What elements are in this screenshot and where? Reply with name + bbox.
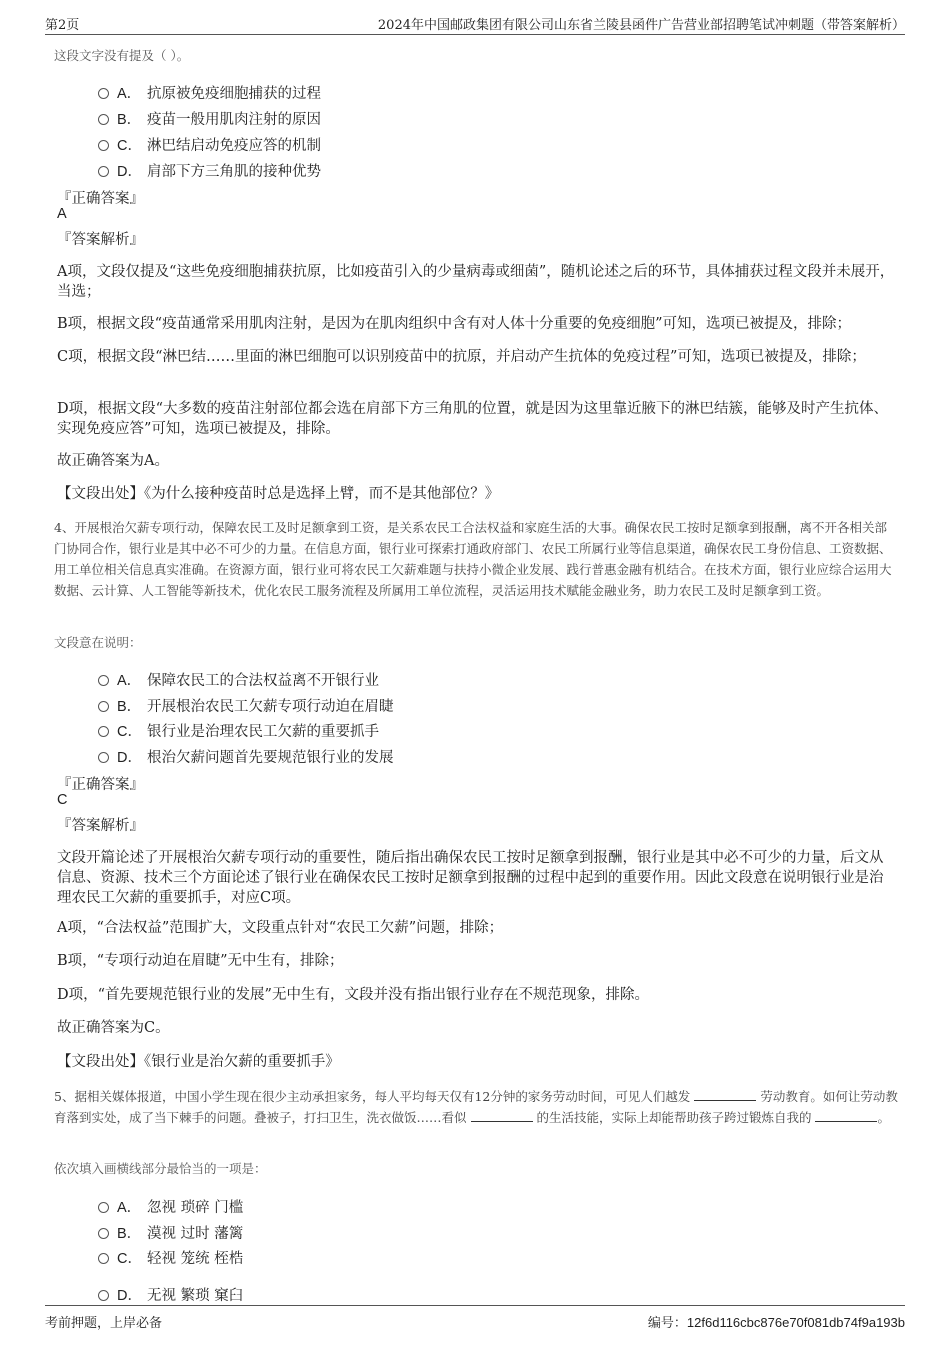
q4-passage: 4、开展根治欠薪专项行动，保障农民工及时足额拿到工资，是关系农民工合法权益和家庭生活的大事。确保农民工按时足额拿到报酬，离不开各相关部门协同合作，银行业是其中必不可少的力量。在信息方面，银行业可探索打通政府部门、农民工所属行业等信息渠道，确保农民工身份信息、工资数据、用工单位相关信息真实准确。在资源方面，银行业可将农民工欠薪难题与扶持小微企业发展、践行普惠金融有机结合。在技术方面，银行业应综合运用大数据、云计算、人工智能等新技术，优化农民工服务流程及所属用工单位流程，灵活运用技术赋能金融业务，助力农民工及时足额拿到工资。 [54,520,892,598]
radio-icon[interactable] [98,88,109,99]
fill-blank [694,1087,756,1101]
q5-option-b[interactable]: B． 漠视 过时 藩篱 [98,1222,243,1243]
analysis-paragraph: A项，“合法权益”范围扩大，文段重点针对“农民工欠薪”问题，排除； [57,920,504,936]
radio-icon[interactable] [98,1253,109,1264]
analysis-paragraph: C项，根据文段“淋巴结……里面的淋巴细胞可以识别疫苗中的抗原，并启动产生抗体的免疫过程”可知，选项已被提及，排除； [57,349,866,365]
radio-icon[interactable] [98,726,109,737]
analysis-paragraph: D项，根据文段“大多数的疫苗注射部位都会选在肩部下方三角肌的位置，就是因为这里靠近腋下的淋巴结簇，能够及时产生抗体、实现免疫应答”可知，选项已被提及，排除。 [57,401,889,437]
radio-icon[interactable] [98,1202,109,1213]
page-header [45,14,905,35]
fill-blank [815,1108,877,1122]
footer-slogan: 考前押题，上岸必备 [45,1316,163,1331]
q5-option-a[interactable]: A． 忽视 琐碎 门槛 [98,1196,243,1217]
q5-option-c[interactable]: C． 轻视 笼统 桎梏 [98,1247,243,1268]
q4-stem: 文段意在说明： [54,635,142,650]
q5-passage: 5、据相关媒体报道，中国小学生现在很少主动承担家务，每人平均每天仅有12分钟的家务劳动时间，可见人们越发 劳动教育。如何让劳动教育落到实处，成了当下棘手的问题。叠被子，打扫卫生，洗衣做饭……看似 的生活技能，实际上却能帮助孩子跨过锻炼自我的 。 [54,1089,898,1125]
radio-icon[interactable] [98,752,109,763]
correct-answer: C [57,792,68,808]
q5-stem: 依次填入画横线部分最恰当的一项是： [54,1161,267,1176]
analysis-label: 『答案解析』 [57,232,144,248]
q3-option-b[interactable]: B． 疫苗一般用肌肉注射的原因 [98,108,321,129]
page-number: 第2页 [45,18,80,33]
q3-stem: 这段文字没有提及（ ）。 [54,48,190,63]
fill-blank [471,1108,533,1122]
correct-answer: A [57,206,67,222]
q5-option-d[interactable]: D． 无视 繁琐 窠臼 [98,1284,243,1305]
radio-icon[interactable] [98,675,109,686]
analysis-conclusion: 故正确答案为C。 [57,1020,170,1036]
q4-option-b[interactable]: B． 开展根治农民工欠薪专项行动迫在眉睫 [98,695,394,716]
passage-source: 【文段出处】《为什么接种疫苗时总是选择上臂，而不是其他部位？》 [57,486,500,502]
radio-icon[interactable] [98,140,109,151]
radio-icon[interactable] [98,114,109,125]
radio-icon[interactable] [98,1228,109,1239]
analysis-conclusion: 故正确答案为A。 [57,453,169,469]
radio-icon[interactable] [98,1290,109,1301]
analysis-label: 『答案解析』 [57,818,144,834]
analysis-paragraph: D项，“首先要规范银行业的发展”无中生有，文段并没有指出银行业存在不规范现象，排除。 [57,987,649,1003]
document-title: 2024年中国邮政集团有限公司山东省兰陵县函件广告营业部招聘笔试冲刺题（带答案解析） [377,18,905,33]
analysis-paragraph: B项，根据文段“疫苗通常采用肌肉注射，是因为在肌肉组织中含有对人体十分重要的免疫细胞”可知，选项已被提及，排除； [57,316,851,332]
document-code: 编号：12f6d116cbc876e70f081db74f9a193b [647,1315,905,1330]
q4-option-d[interactable]: D． 根治欠薪问题首先要规范银行业的发展 [98,746,394,767]
q3-option-c[interactable]: C． 淋巴结启动免疫应答的机制 [98,134,321,155]
q4-option-c[interactable]: C． 银行业是治理农民工欠薪的重要抓手 [98,720,379,741]
page-footer [45,1305,905,1334]
correct-answer-label: 『正确答案』 [57,191,144,207]
q4-option-a[interactable]: A． 保障农民工的合法权益离不开银行业 [98,669,379,690]
passage-source: 【文段出处】《银行业是治欠薪的重要抓手》 [57,1054,340,1070]
radio-icon[interactable] [98,166,109,177]
analysis-paragraph: B项，“专项行动迫在眉睫”无中生有，排除； [57,953,344,969]
correct-answer-label: 『正确答案』 [57,777,144,793]
analysis-paragraph: A项，文段仅提及“这些免疫细胞捕获抗原，比如疫苗引入的少量病毒或细菌”，随机论述之后的环节，具体捕获过程文段并未展开，当选； [57,264,895,300]
radio-icon[interactable] [98,701,109,712]
analysis-paragraph: 文段开篇论述了开展根治欠薪专项行动的重要性，随后指出确保农民工按时足额拿到报酬，银行业是其中必不可少的力量，后文从信息、资源、技术三个方面论述了银行业在确保农民工按时足额拿到报酬的过程中起到的重要作用。因此文段意在说明银行业是治理农民工欠薪的重要抓手，对应C项。 [57,850,884,906]
q3-option-d[interactable]: D． 肩部下方三角肌的接种优势 [98,160,321,181]
q3-option-a[interactable]: A． 抗原被免疫细胞捕获的过程 [98,82,321,103]
